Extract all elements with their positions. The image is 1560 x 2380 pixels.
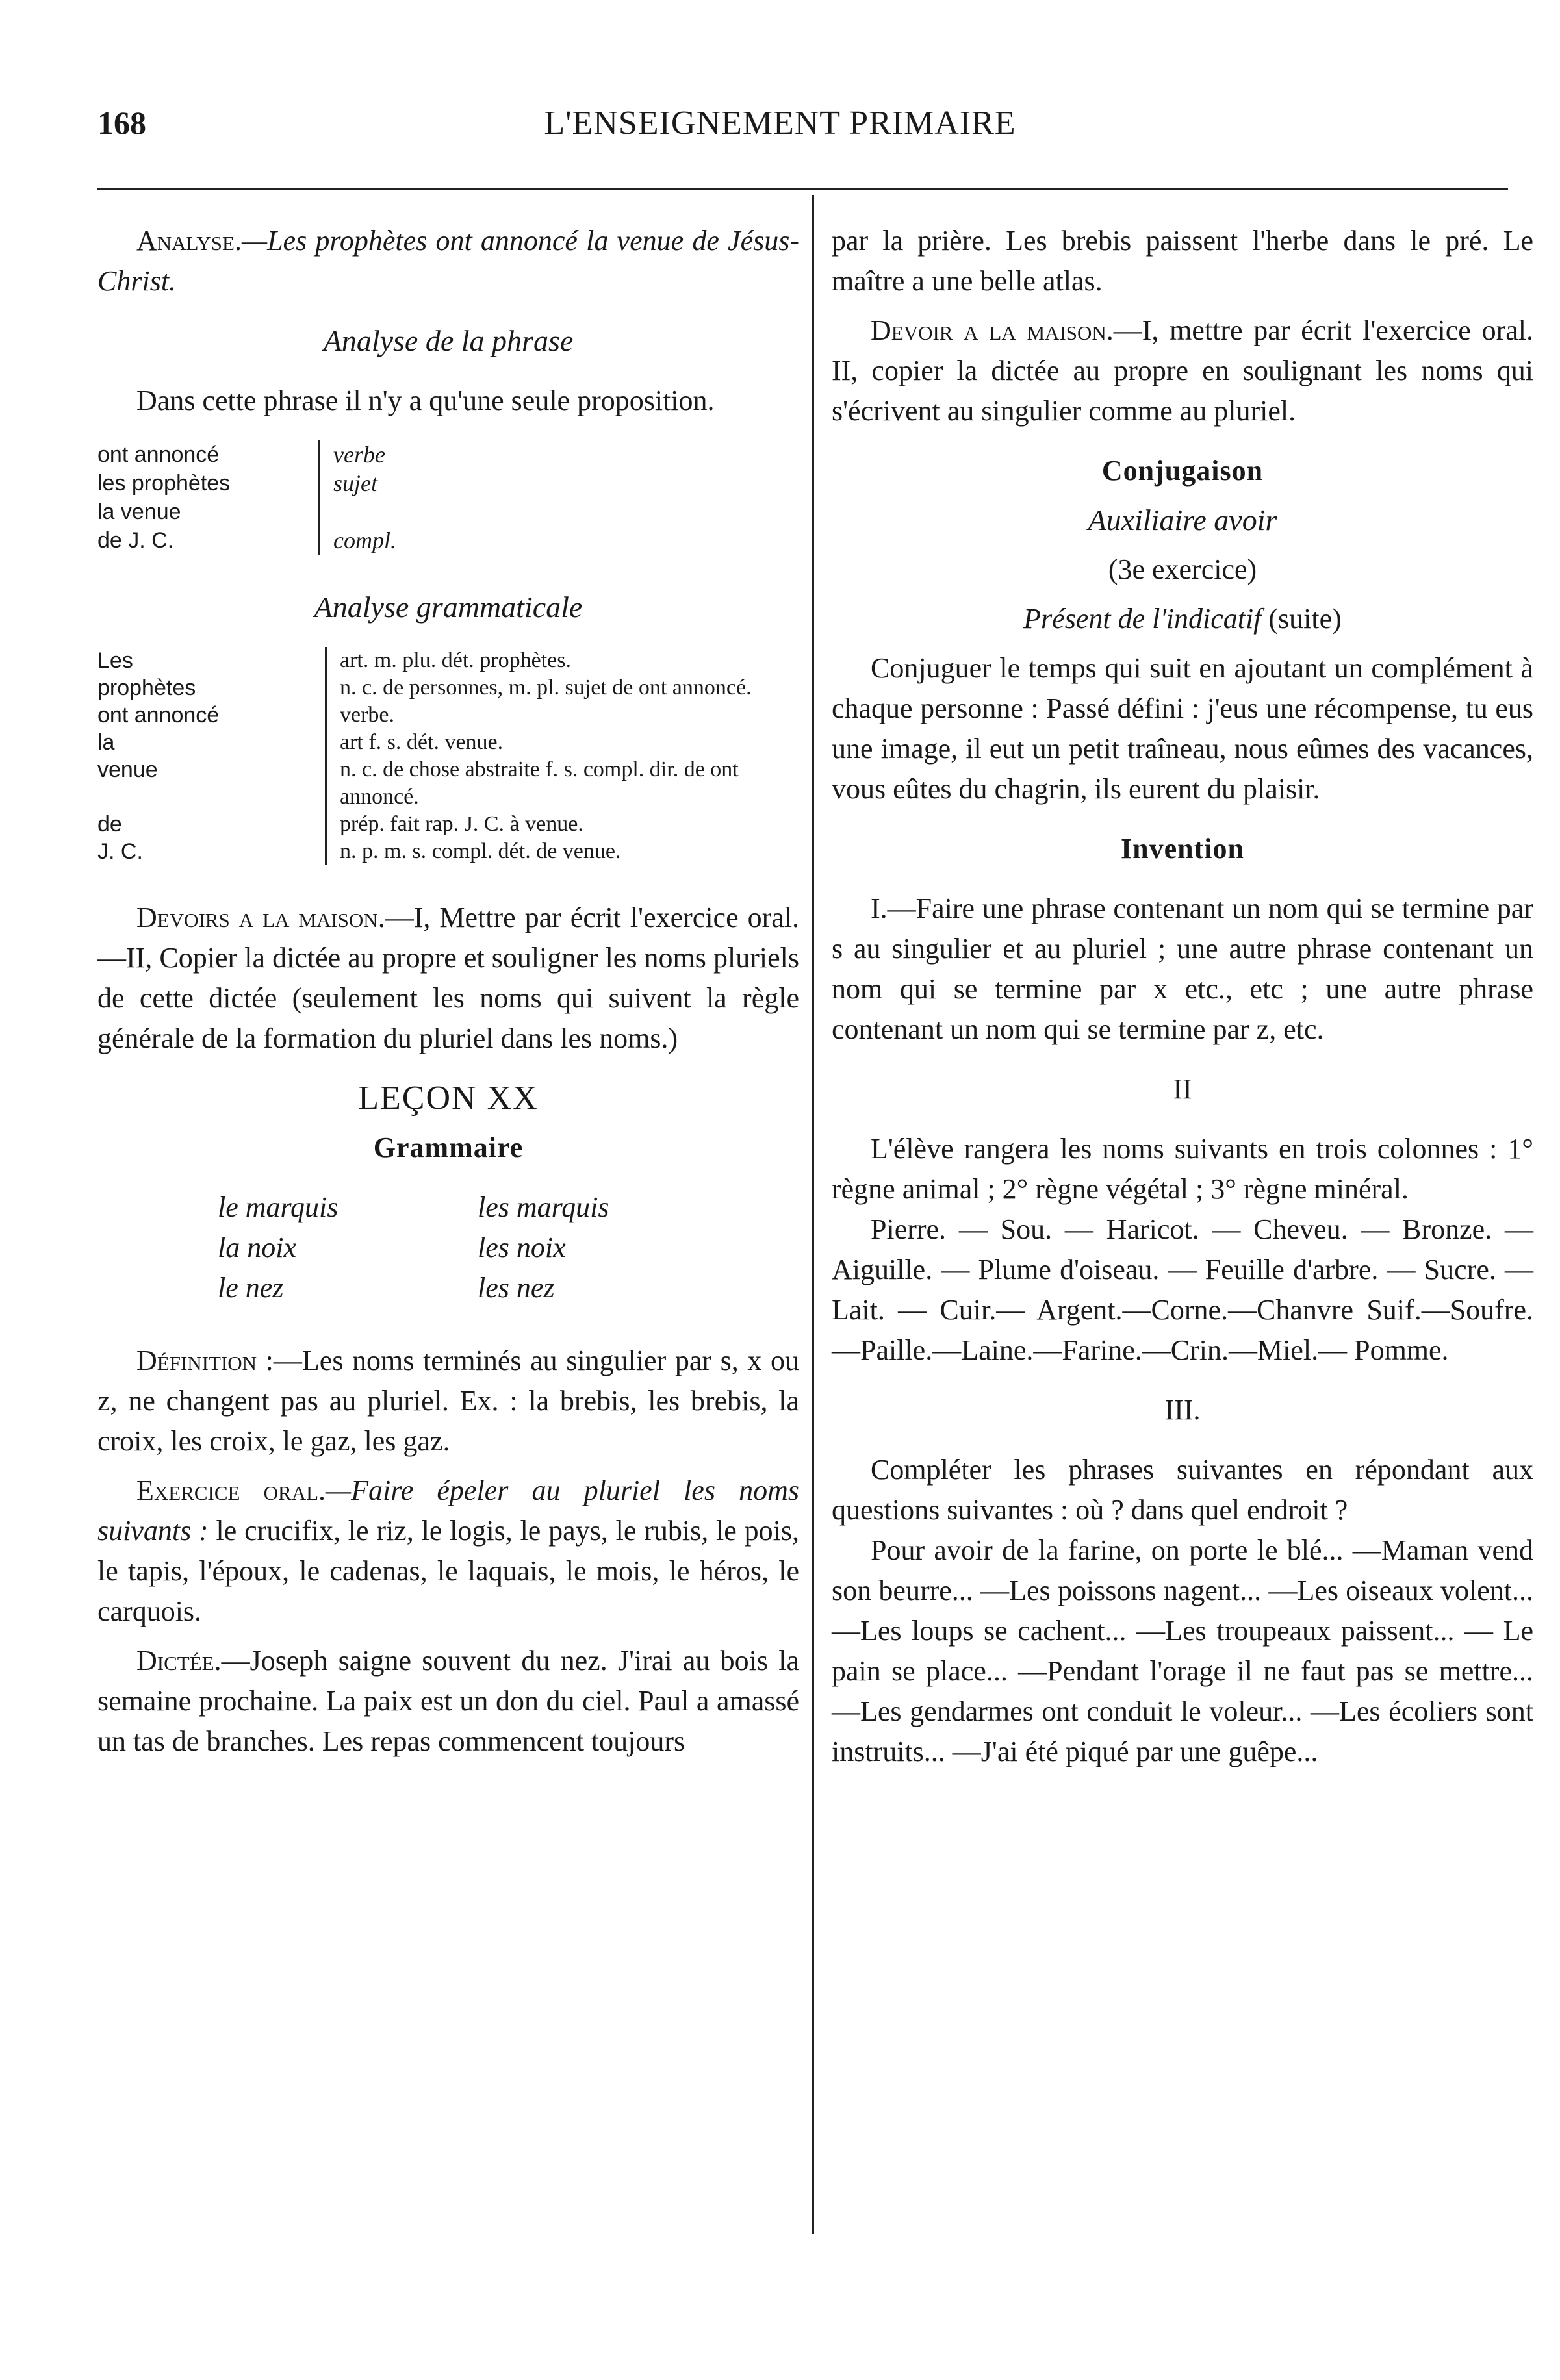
section-iii-intro: Compléter les phrases suivantes en répondant aux questions suivantes : où ? dans quel endroit ? (832, 1454, 1533, 1526)
analysis-role: sujet (318, 469, 799, 498)
analysis-role: compl. (318, 526, 799, 555)
gram-word: ont annoncé (97, 703, 220, 728)
running-title: L'ENSEIGNEMENT PRIMAIRE (544, 105, 1016, 142)
grammar-heading: Grammaire (373, 1132, 524, 1163)
gram-word: la (97, 730, 115, 755)
phrase-intro: Dans cette phrase il n'y a qu'une seule proposition. (136, 385, 715, 416)
section-iii-sentences: Pour avoir de la farine, on porte le blé... —Maman vend son beurre... —Les poissons nagent... —Les oiseaux volent... —Les loups se cachent... —Les troupeaux paissent... — Le pain se place... —Pendant l'orage il ne faut pas se mettre... —Les gendarmes ont conduit le voleur... —Les écoliers sont instruits... —J'ai été piqué par une guêpe... (832, 1534, 1533, 1767)
exercice-oral-paragraph: Exercice oral.—Faire épeler au pluriel les noms suivants : le crucifix, le riz, le logis, le pays, le rubis, le pois, le tapis, l'époux, le cadenas, le laquais, le mois, le héros, le carquois. (97, 1475, 799, 1627)
devoir-paragraph: Devoir a la maison.—I, mettre par écrit l'exercice oral. II, copier la dictée au propre en soulignant les noms qui s'écrivent au singulier comme au pluriel. (832, 314, 1533, 427)
page-header (97, 104, 1463, 149)
grammatical-analysis-heading: Analyse grammaticale (314, 590, 583, 624)
left-column (97, 221, 799, 1762)
gram-word: J. C. (97, 839, 143, 864)
gram-desc: art f. s. dét. venue. (325, 729, 799, 756)
conjugation-heading: Conjugaison (1101, 455, 1264, 487)
plural-form: les nez (478, 1272, 555, 1304)
definition-paragraph: Définition :—Les noms terminés au singulier par s, x ou z, ne changent pas au pluriel. Ex. : la brebis, les brebis, la croix, les croix, le gaz, les gaz. (97, 1345, 799, 1457)
tense-subheading: Présent de l'indicatif (suite) (1023, 603, 1342, 635)
singular-form: le nez (218, 1272, 284, 1304)
lesson-title: LEÇON XX (358, 1080, 539, 1117)
gram-desc: verbe. (325, 702, 799, 729)
right-column (832, 221, 1533, 1772)
singular-form: le marquis (218, 1191, 339, 1223)
plural-examples (97, 1187, 799, 1308)
analyse-paragraph: Analyse.—Les prophètes ont annoncé la venue de Jésus-Christ. (97, 225, 799, 297)
dictee-continuation: par la prière. Les brebis paissent l'herbe dans le pré. Le maître a une belle atlas. (832, 225, 1533, 297)
auxiliary-subheading: Auxiliaire avoir (1088, 503, 1277, 537)
gram-desc: prép. fait rap. J. C. à venue. (325, 811, 799, 838)
analysis-word: ont annoncé (97, 442, 220, 467)
section-ii-intro: L'élève rangera les noms suivants en trois colonnes : 1° règne animal ; 2° règne végétal ; 3° règne minéral. (832, 1133, 1533, 1205)
gram-word: Les (97, 648, 133, 673)
plural-form: les noix (478, 1232, 566, 1263)
analysis-word: la venue (97, 500, 181, 524)
grammatical-analysis-table (97, 647, 799, 865)
analysis-role: verbe (318, 440, 799, 469)
exercise-number: (3e exercice) (1108, 553, 1257, 585)
gram-desc: n. c. de chose abstraite f. s. compl. dir. de ont annoncé. (325, 756, 799, 811)
analysis-role (318, 498, 799, 526)
section-ii-word-list: Pierre. — Sou. — Haricot. — Cheveu. — Bronze. — Aiguille. — Plume d'oiseau. — Feuille d'arbre. — Sucre. — Lait. — Cuir.— Argent.—Corne.—Chanvre Suif.—Soufre. —Paille.—Laine.—Farine.—Crin.—Miel.— Pomme. (832, 1213, 1533, 1366)
conjugation-paragraph: Conjuguer le temps qui suit en ajoutant un complément à chaque personne : Passé défini : j'eus une récompense, tu eus une image, il eut un petit traîneau, nous eûmes des vacances, vous eûtes du chagrin, ils eurent du plaisir. (832, 652, 1533, 805)
singular-form: la noix (218, 1232, 296, 1263)
phrase-analysis-heading: Analyse de la phrase (323, 324, 574, 357)
invention-heading: Invention (1121, 833, 1244, 865)
analysis-word: de J. C. (97, 528, 174, 553)
dictee-paragraph: Dictée.—Joseph saigne souvent du nez. J'irai au bois la semaine prochaine. La paix est un don du ciel. Paul a amassé un tas de branches. Les repas commencent toujours (97, 1645, 799, 1757)
gram-desc: n. p. m. s. compl. dét. de venue. (325, 838, 799, 865)
column-divider (812, 195, 814, 2234)
plural-form: les marquis (478, 1191, 609, 1223)
header-rule (97, 188, 1508, 190)
invention-exercise-1: I.—Faire une phrase contenant un nom qui se termine par s au singulier et au pluriel ; une autre phrase contenant un nom qui se termine par x etc., etc ; une autre phrase contenant un nom qui se termine par z, etc. (832, 892, 1533, 1045)
section-iii-number: III. (1164, 1394, 1201, 1426)
gram-desc: art. m. plu. dét. prophètes. (325, 647, 799, 674)
phrase-analysis-table (97, 440, 799, 555)
gram-word: venue (97, 757, 158, 782)
gram-desc: n. c. de personnes, m. pl. sujet de ont annoncé. (325, 674, 799, 702)
section-ii-number: II (1173, 1073, 1192, 1105)
analysis-word: les prophètes (97, 471, 231, 496)
gram-word: de (97, 812, 122, 837)
gram-word: prophètes (97, 676, 196, 700)
devoirs-paragraph: Devoirs a la maison.—I, Mettre par écrit l'exercice oral.—II, Copier la dictée au propre et souligner les noms pluriels de cette dictée (seulement les noms qui suivent la règle générale de la formation du pluriel dans les noms.) (97, 902, 800, 1054)
page-number: 168 (97, 105, 146, 141)
